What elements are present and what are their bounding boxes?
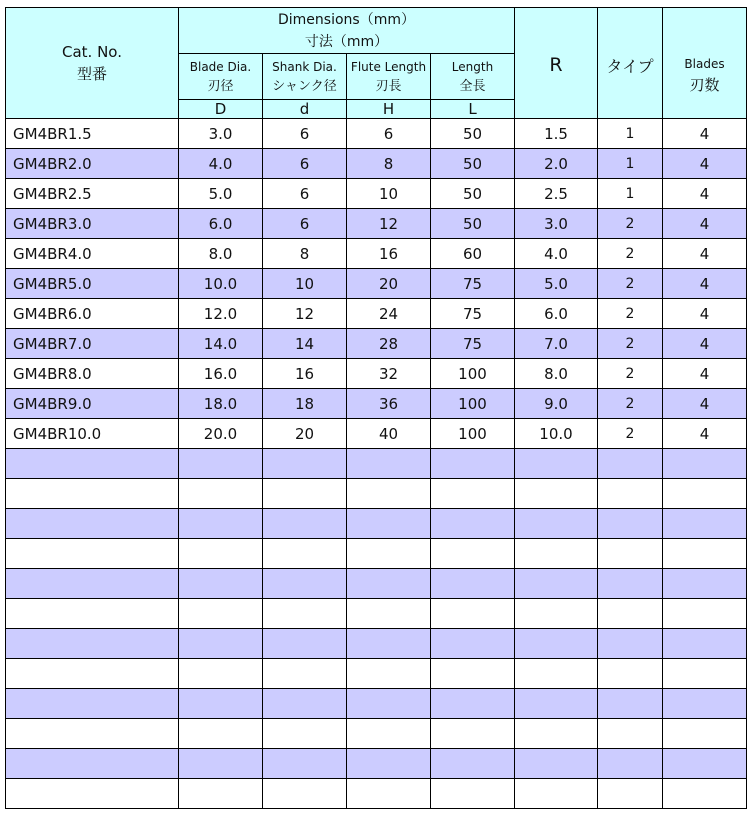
cell-d [179, 749, 263, 779]
table-row [6, 299, 747, 329]
cell-d [179, 659, 263, 689]
cell-r: 5.0 [515, 269, 598, 299]
cell-blades: 4 [663, 269, 747, 299]
table-row [6, 719, 747, 749]
header-blade-dia-en: Blade Dia. [189, 59, 252, 74]
cell-d: 10.0 [179, 269, 263, 299]
cell-cat-no [6, 479, 179, 509]
cell-l [431, 449, 515, 479]
cell-type: 1 [598, 119, 663, 149]
cell-type [598, 509, 663, 539]
cell-h [347, 719, 431, 749]
cell-blades: 4 [663, 389, 747, 419]
cell-cat-no: GM4BR2.5 [6, 179, 179, 209]
cell-d: 18.0 [179, 389, 263, 419]
cell-d: 3.0 [179, 119, 263, 149]
cell-d: 6.0 [179, 209, 263, 239]
cell-h: 24 [347, 299, 431, 329]
cell-r [515, 509, 598, 539]
cell-blades: 4 [663, 299, 747, 329]
cell-d [179, 569, 263, 599]
header-shank-dia-en: Shank Dia. [272, 59, 337, 74]
cell-h: 10 [347, 179, 431, 209]
header-type-top [598, 8, 663, 119]
header-dimensions-jp: 寸法（mm） [304, 33, 389, 50]
cell-h [347, 749, 431, 779]
cell-d-shank: 20 [263, 419, 347, 449]
cell-cat-no [6, 719, 179, 749]
cell-blades [663, 689, 747, 719]
cell-r [515, 629, 598, 659]
cell-r: 8.0 [515, 359, 598, 389]
cell-l: 75 [431, 329, 515, 359]
cell-d-shank: 10 [263, 269, 347, 299]
header-cat-no-en: Cat. No. [62, 43, 122, 61]
cell-cat-no: GM4BR6.0 [6, 299, 179, 329]
cell-r: 7.0 [515, 329, 598, 359]
cell-blades [663, 479, 747, 509]
cell-type [598, 659, 663, 689]
table-row [6, 119, 747, 149]
cell-blades: 4 [663, 179, 747, 209]
header-cat-no-jp: 型番 [76, 65, 107, 83]
table-row [6, 779, 747, 809]
cell-h [347, 479, 431, 509]
cell-d-shank: 16 [263, 359, 347, 389]
cell-blades [663, 599, 747, 629]
cell-d: 20.0 [179, 419, 263, 449]
cell-h: 32 [347, 359, 431, 389]
header-dimensions-en: Dimensions（mm） [278, 11, 415, 28]
cell-blades: 4 [663, 359, 747, 389]
cell-h: 12 [347, 209, 431, 239]
cell-h [347, 689, 431, 719]
cell-d-shank: 6 [263, 209, 347, 239]
cell-type: 2 [598, 209, 663, 239]
cell-d [179, 509, 263, 539]
cell-r: 2.0 [515, 149, 598, 179]
table-row [6, 479, 747, 509]
cell-blades [663, 719, 747, 749]
table-row [6, 179, 747, 209]
cell-r [515, 569, 598, 599]
cell-h: 6 [347, 119, 431, 149]
cell-blades [663, 449, 747, 479]
cell-cat-no [6, 749, 179, 779]
cell-h [347, 569, 431, 599]
cell-blades [663, 569, 747, 599]
cell-type [598, 539, 663, 569]
cell-l [431, 509, 515, 539]
cell-d-shank: 14 [263, 329, 347, 359]
cell-d-shank [263, 749, 347, 779]
cell-type [598, 779, 663, 809]
cell-type: 2 [598, 239, 663, 269]
cell-type [598, 689, 663, 719]
cell-blades [663, 779, 747, 809]
cell-type [598, 449, 663, 479]
cell-blades: 4 [663, 119, 747, 149]
cell-d-shank [263, 599, 347, 629]
cell-l: 50 [431, 209, 515, 239]
table-body [6, 119, 747, 809]
cell-blades [663, 629, 747, 659]
cell-d-shank [263, 719, 347, 749]
header-flute-length [347, 54, 431, 100]
cell-r [515, 719, 598, 749]
cell-d [179, 629, 263, 659]
cell-cat-no: GM4BR4.0 [6, 239, 179, 269]
cell-h [347, 659, 431, 689]
cell-cat-no: GM4BR7.0 [6, 329, 179, 359]
cell-type: 1 [598, 149, 663, 179]
cell-blades [663, 509, 747, 539]
cell-cat-no: GM4BR10.0 [6, 419, 179, 449]
table-row [6, 509, 747, 539]
cell-d: 4.0 [179, 149, 263, 179]
cell-d-shank: 6 [263, 149, 347, 179]
cell-h: 36 [347, 389, 431, 419]
cell-blades [663, 659, 747, 689]
cell-d-shank [263, 659, 347, 689]
cell-d-shank [263, 779, 347, 809]
cell-h: 20 [347, 269, 431, 299]
cell-d-shank: 12 [263, 299, 347, 329]
cell-d: 5.0 [179, 179, 263, 209]
cell-cat-no [6, 599, 179, 629]
cell-h: 16 [347, 239, 431, 269]
cell-r [515, 659, 598, 689]
header-symbol-D: D [179, 100, 263, 119]
cell-cat-no: GM4BR1.5 [6, 119, 179, 149]
cell-r: 10.0 [515, 419, 598, 449]
header-shank-dia [263, 54, 347, 100]
table-row [6, 239, 747, 269]
cell-h [347, 509, 431, 539]
cell-d [179, 599, 263, 629]
cell-h: 28 [347, 329, 431, 359]
cell-blades: 4 [663, 329, 747, 359]
cell-blades: 4 [663, 149, 747, 179]
cell-r: 1.5 [515, 119, 598, 149]
cell-cat-no: GM4BR5.0 [6, 269, 179, 299]
cell-r: 4.0 [515, 239, 598, 269]
cell-r [515, 449, 598, 479]
table-row [6, 659, 747, 689]
header-shank-dia-jp: シャンク径 [272, 78, 337, 94]
cell-d-shank: 8 [263, 239, 347, 269]
cell-l: 100 [431, 389, 515, 419]
cell-l [431, 629, 515, 659]
cell-cat-no: GM4BR8.0 [6, 359, 179, 389]
cell-l [431, 569, 515, 599]
header-dimensions [179, 8, 515, 54]
cell-cat-no [6, 569, 179, 599]
cell-r: 9.0 [515, 389, 598, 419]
cell-blades: 4 [663, 209, 747, 239]
table-row [6, 569, 747, 599]
header-flute-length-jp: 刃長 [375, 78, 402, 94]
header-blade-dia [179, 54, 263, 100]
cell-l: 50 [431, 119, 515, 149]
cell-d [179, 449, 263, 479]
cell-l: 50 [431, 179, 515, 209]
table-row [6, 419, 747, 449]
cell-d [179, 719, 263, 749]
header-blade-dia-jp: 刃径 [207, 78, 234, 94]
cell-h [347, 539, 431, 569]
header-blades-jp: 刃数 [689, 76, 720, 94]
cell-type: 2 [598, 389, 663, 419]
cell-l: 50 [431, 149, 515, 179]
cell-type: 2 [598, 419, 663, 449]
header-blades-en: Blades [684, 57, 725, 71]
header-flute-length-en: Flute Length [350, 59, 427, 74]
cell-l [431, 479, 515, 509]
header-length-en: Length [451, 59, 494, 74]
cell-blades: 4 [663, 239, 747, 269]
cell-r: 3.0 [515, 209, 598, 239]
cell-d-shank [263, 509, 347, 539]
cell-type: 2 [598, 329, 663, 359]
cell-r: 2.5 [515, 179, 598, 209]
cell-cat-no [6, 539, 179, 569]
cell-h [347, 599, 431, 629]
cell-type [598, 719, 663, 749]
header-type: タイプ [606, 57, 654, 76]
header-symbol-H: H [347, 100, 431, 119]
cell-d-shank [263, 629, 347, 659]
cell-type [598, 599, 663, 629]
cell-d [179, 779, 263, 809]
cell-l: 100 [431, 359, 515, 389]
cell-type [598, 569, 663, 599]
cell-d-shank [263, 689, 347, 719]
cell-d [179, 689, 263, 719]
table-row [6, 629, 747, 659]
cell-type [598, 479, 663, 509]
cell-h [347, 779, 431, 809]
cell-l: 60 [431, 239, 515, 269]
cell-l [431, 689, 515, 719]
cell-d-shank [263, 479, 347, 509]
cell-h: 8 [347, 149, 431, 179]
header-length [431, 54, 515, 100]
cell-cat-no: GM4BR3.0 [6, 209, 179, 239]
header-blades-top [663, 8, 747, 119]
spec-table [5, 7, 747, 809]
table-row [6, 449, 747, 479]
cell-d-shank [263, 569, 347, 599]
cell-d [179, 539, 263, 569]
cell-r: 6.0 [515, 299, 598, 329]
cell-cat-no [6, 689, 179, 719]
cell-blades: 4 [663, 419, 747, 449]
cell-d: 12.0 [179, 299, 263, 329]
table-row [6, 749, 747, 779]
header-length-jp: 全長 [459, 78, 486, 94]
table-row [6, 329, 747, 359]
cell-type: 1 [598, 179, 663, 209]
cell-r [515, 779, 598, 809]
header-r-top [515, 8, 598, 119]
cell-h: 40 [347, 419, 431, 449]
cell-type: 2 [598, 269, 663, 299]
cell-d-shank: 6 [263, 179, 347, 209]
cell-r [515, 689, 598, 719]
cell-type: 2 [598, 359, 663, 389]
table-row [6, 269, 747, 299]
header-cat-no [6, 8, 179, 119]
cell-h [347, 629, 431, 659]
table-row [6, 359, 747, 389]
cell-l [431, 719, 515, 749]
cell-type: 2 [598, 299, 663, 329]
cell-r [515, 479, 598, 509]
cell-l [431, 749, 515, 779]
cell-blades [663, 749, 747, 779]
cell-l [431, 599, 515, 629]
cell-r [515, 749, 598, 779]
cell-h [347, 449, 431, 479]
cell-cat-no: GM4BR2.0 [6, 149, 179, 179]
cell-d-shank: 18 [263, 389, 347, 419]
cell-l: 75 [431, 299, 515, 329]
cell-cat-no [6, 629, 179, 659]
table-row [6, 539, 747, 569]
header-symbol-d: d [263, 100, 347, 119]
table-row [6, 149, 747, 179]
cell-type [598, 749, 663, 779]
cell-d: 14.0 [179, 329, 263, 359]
cell-d-shank: 6 [263, 119, 347, 149]
cell-blades [663, 539, 747, 569]
cell-l [431, 539, 515, 569]
cell-type [598, 629, 663, 659]
cell-l: 75 [431, 269, 515, 299]
table-row [6, 209, 747, 239]
table-row [6, 689, 747, 719]
cell-cat-no [6, 449, 179, 479]
cell-d-shank [263, 449, 347, 479]
table-row [6, 599, 747, 629]
cell-l [431, 779, 515, 809]
cell-cat-no [6, 659, 179, 689]
cell-l: 100 [431, 419, 515, 449]
header-symbol-L: L [431, 100, 515, 119]
cell-d [179, 479, 263, 509]
cell-cat-no [6, 779, 179, 809]
cell-cat-no: GM4BR9.0 [6, 389, 179, 419]
cell-d-shank [263, 539, 347, 569]
cell-d: 16.0 [179, 359, 263, 389]
cell-d: 8.0 [179, 239, 263, 269]
table-row [6, 389, 747, 419]
cell-cat-no [6, 509, 179, 539]
header-r: R [549, 54, 563, 76]
cell-r [515, 599, 598, 629]
cell-r [515, 539, 598, 569]
cell-l [431, 659, 515, 689]
